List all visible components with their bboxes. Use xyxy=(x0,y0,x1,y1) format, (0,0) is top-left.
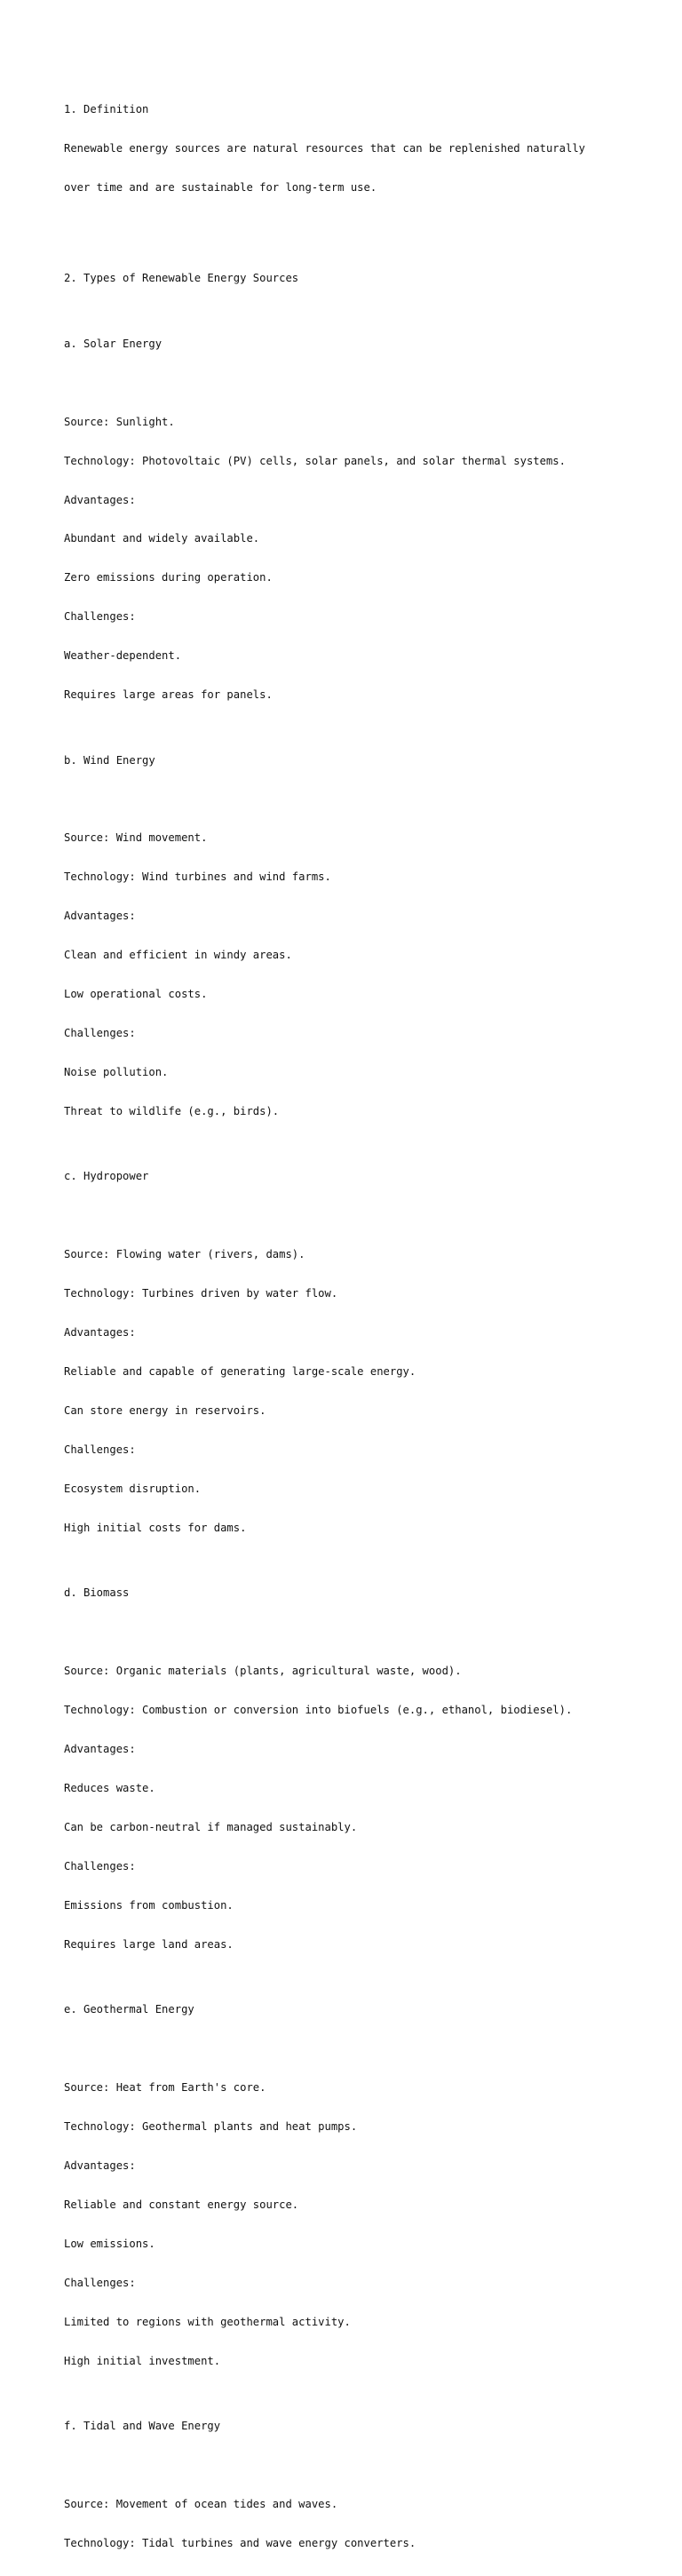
challenges-label: Challenges: xyxy=(64,610,136,624)
advantage-item: Low operational costs. xyxy=(64,988,208,1001)
advantages-label: Advantages: xyxy=(64,910,136,923)
spacer xyxy=(64,1626,668,1639)
advantage-item: Can be carbon-neutral if managed sustainably. xyxy=(64,1820,358,1833)
spacer xyxy=(64,1209,668,1222)
spacer xyxy=(64,377,668,390)
advantages-label: Advantages: xyxy=(64,2159,136,2172)
advantage-item: Reduces waste. xyxy=(64,1782,155,1794)
advantage-item: Zero emissions during operation. xyxy=(64,571,273,584)
advantage-item: Abundant and widely available. xyxy=(64,532,260,545)
type-technology: Technology: Geothermal plants and heat pumps. xyxy=(64,2119,358,2133)
type-title-solar: a. Solar Energy xyxy=(64,337,163,350)
challenge-item: Requires large land areas. xyxy=(64,1937,234,1951)
definition-line: Renewable energy sources are natural resources that can be replenished naturally xyxy=(64,141,585,155)
advantage-item: Can store energy in reservoirs. xyxy=(64,1404,266,1418)
spacer xyxy=(64,220,668,234)
type-technology: Technology: Tidal turbines and wave energy converters. xyxy=(64,2536,416,2549)
section-heading-definition: 1. Definition xyxy=(64,102,149,115)
challenge-item: Requires large areas for panels. xyxy=(64,688,273,702)
advantages-label: Advantages: xyxy=(64,1326,136,1340)
type-technology: Technology: Combustion or conversion into biofuels (e.g., ethanol, biodiesel). xyxy=(64,1704,573,1717)
challenge-item: Noise pollution. xyxy=(64,1066,169,1079)
type-source: Source: Heat from Earth's core. xyxy=(64,2080,266,2094)
challenge-item: High initial investment. xyxy=(64,2354,221,2367)
challenges-label: Challenges: xyxy=(64,1443,136,1457)
advantage-item: Low emissions. xyxy=(64,2237,155,2250)
type-technology: Technology: Wind turbines and wind farms. xyxy=(64,871,331,884)
section-heading-types: 2. Types of Renewable Energy Sources xyxy=(64,272,299,285)
type-source: Source: Wind movement. xyxy=(64,831,208,845)
challenge-item: High initial costs for dams. xyxy=(64,1521,247,1534)
advantages-label: Advantages: xyxy=(64,493,136,506)
type-source: Source: Movement of ocean tides and waves. xyxy=(64,2497,338,2510)
advantage-item: Reliable and constant energy source. xyxy=(64,2198,299,2211)
type-title-biomass: d. Biomass xyxy=(64,1586,130,1600)
spacer xyxy=(64,793,668,807)
type-title-wind: b. Wind Energy xyxy=(64,753,155,767)
spacer xyxy=(64,2042,668,2055)
spacer xyxy=(64,2459,668,2472)
advantage-item: Clean and efficient in windy areas. xyxy=(64,949,292,962)
challenges-label: Challenges: xyxy=(64,2276,136,2289)
document-page xyxy=(64,64,668,2576)
advantage-item: Reliable and capable of generating large-scale energy. xyxy=(64,1365,416,1379)
challenges-label: Challenges: xyxy=(64,1027,136,1040)
type-source: Source: Organic materials (plants, agricultural waste, wood). xyxy=(64,1665,462,1678)
advantages-label: Advantages: xyxy=(64,1743,136,1756)
type-title-hydropower: c. Hydropower xyxy=(64,1170,149,1183)
challenges-label: Challenges: xyxy=(64,1859,136,1872)
challenge-item: Weather-dependent. xyxy=(64,649,182,663)
type-technology: Technology: Photovoltaic (PV) cells, solar panels, and solar thermal systems. xyxy=(64,454,566,467)
type-source: Source: Sunlight. xyxy=(64,415,175,428)
challenge-item: Limited to regions with geothermal activity. xyxy=(64,2315,351,2328)
type-technology: Technology: Turbines driven by water flow. xyxy=(64,1287,338,1300)
challenge-item: Threat to wildlife (e.g., birds). xyxy=(64,1105,280,1118)
challenge-item: Emissions from combustion. xyxy=(64,1898,234,1912)
definition-line: over time and are sustainable for long-term use. xyxy=(64,180,377,194)
challenge-item: Ecosystem disruption. xyxy=(64,1483,202,1496)
type-title-geothermal: e. Geothermal Energy xyxy=(64,2003,194,2016)
type-title-tidal-wave: f. Tidal and Wave Energy xyxy=(64,2419,221,2432)
type-source: Source: Flowing water (rivers, dams). xyxy=(64,1248,305,1261)
